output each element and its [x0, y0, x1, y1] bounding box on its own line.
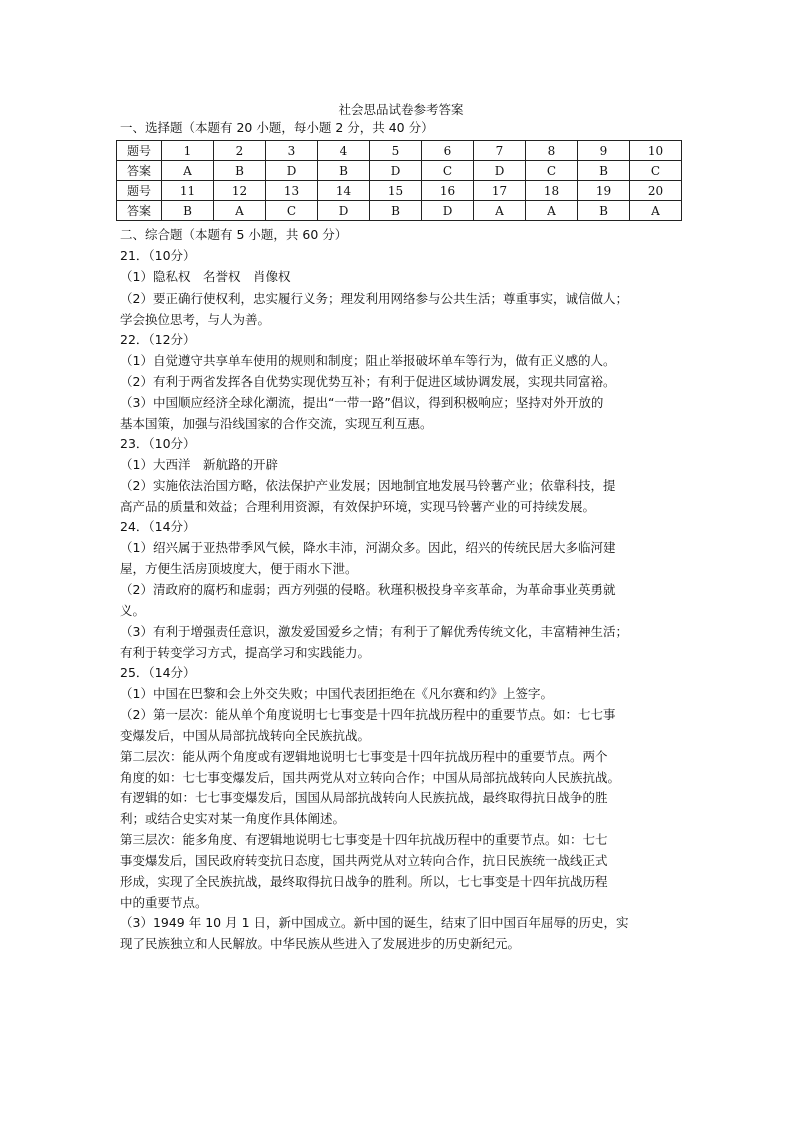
page-title: 社会思品试卷参考答案 [338, 102, 464, 117]
answer-line: （2）清政府的腐朽和虚弱；西方列强的侵略。秋瑾积极投身辛亥革命，为革命事业英勇就 [120, 582, 616, 597]
answer-table [116, 140, 682, 221]
answer-line: （1）自觉遵守共享单车使用的规则和制度；阻止举报破坏单车等行为，做有正义感的人。 [120, 353, 616, 368]
section1-heading: 一、选择题（本题有 20 小题，每小题 2 分，共 40 分） [120, 120, 434, 135]
answer-line: （2）第一层次：能从单个角度说明七七事变是十四年抗战历程中的重要节点。如：七七事 [120, 707, 616, 722]
table-cell: C [266, 201, 318, 221]
table-cell: 10 [630, 141, 682, 161]
table-cell: 3 [266, 141, 318, 161]
table-row-numbers-1 [117, 141, 682, 161]
answer-line: （1）隐私权 名誉权 肖像权 [120, 269, 291, 284]
answer-line: 学会换位思考，与人为善。 [120, 312, 271, 327]
row-label-answer: 答案 [117, 161, 162, 181]
answer-line: （2）实施依法治国方略，依法保护产业发展；因地制宜地发展马铃薯产业；依靠科技，提 [120, 478, 616, 493]
answer-line: 事变爆发后，国民政府转变抗日态度，国共两党从对立转向合作，抗日民族统一战线正式 [120, 853, 608, 868]
table-cell: 4 [318, 141, 370, 161]
table-cell: C [526, 161, 578, 181]
answer-line: 21．（10分） [120, 248, 196, 263]
table-cell: 17 [474, 181, 526, 201]
answer-line: （2）要正确行使权利，忠实履行义务；理发利用网络参与公共生活；尊重事实，诚信做人； [120, 291, 628, 306]
table-cell: 1 [162, 141, 214, 161]
table-row-numbers-2 [117, 181, 682, 201]
table-cell: D [318, 201, 370, 221]
answer-line: 角度的如：七七事变爆发后，国共两党从对立转向合作；中国从局部抗战转向人民族抗战。 [120, 770, 621, 785]
table-cell: B [578, 161, 630, 181]
answer-line: 中的重要节点。 [120, 895, 208, 910]
table-cell: B [370, 201, 422, 221]
answer-line: （1）中国在巴黎和会上外交失败；中国代表团拒绝在《凡尔赛和约》上签字。 [120, 686, 553, 701]
table-cell: 19 [578, 181, 630, 201]
answer-line: （3）有利于增强责任意识，激发爱国爱乡之情；有利于了解优秀传统文化，丰富精神生活； [120, 624, 628, 639]
table-cell: D [266, 161, 318, 181]
table-cell: 2 [214, 141, 266, 161]
answer-line: （3）1949 年 10 月 1 日，新中国成立。新中国的诞生，结束了旧中国百年屈辱的历史，实 [120, 915, 629, 930]
table-cell: 9 [578, 141, 630, 161]
answer-line: （2）有利于两省发挥各自优势实现优势互补；有利于促进区域协调发展，实现共同富裕。 [120, 374, 616, 389]
answer-line: 变爆发后，中国从局部抗战转向全民族抗战。 [120, 728, 371, 743]
table-cell: D [474, 161, 526, 181]
section2-heading: 二、综合题（本题有 5 小题，共 60 分） [120, 227, 348, 242]
table-cell: D [422, 201, 474, 221]
table-cell: A [630, 201, 682, 221]
table-cell: 11 [162, 181, 214, 201]
answer-line: 第三层次：能多角度、有逻辑地说明七七事变是十四年抗战历程中的重要节点。如：七七 [120, 832, 608, 847]
answer-line: 23．（10分） [120, 436, 196, 451]
table-cell: 8 [526, 141, 578, 161]
table-cell: 12 [214, 181, 266, 201]
answer-line: 现了民族独立和人民解放。中华民族从些进入了发展进步的历史新纪元。 [120, 936, 521, 951]
table-cell: 16 [422, 181, 474, 201]
table-cell: B [578, 201, 630, 221]
answer-line: 第二层次：能从两个角度或有逻辑地说明七七事变是十四年抗战历程中的重要节点。两个 [120, 749, 608, 764]
table-cell: B [318, 161, 370, 181]
table-row-answers-1 [117, 161, 682, 181]
table-cell: B [214, 161, 266, 181]
table-cell: 14 [318, 181, 370, 201]
table-cell: A [474, 201, 526, 221]
answer-line: 有利于转变学习方式，提高学习和实践能力。 [120, 645, 371, 660]
answer-line: （3）中国顺应经济全球化潮流，提出“一带一路”倡议，得到积极响应；坚持对外开放的 [120, 395, 604, 410]
answer-line: 义。 [120, 603, 146, 618]
table-cell: 7 [474, 141, 526, 161]
table-cell: 5 [370, 141, 422, 161]
table-cell: 20 [630, 181, 682, 201]
answer-line: 利；或结合史实对某一角度作具体阐述。 [120, 811, 346, 826]
table-cell: A [526, 201, 578, 221]
table-cell: C [630, 161, 682, 181]
table-cell: C [422, 161, 474, 181]
table-cell: 15 [370, 181, 422, 201]
row-label-number: 题号 [117, 181, 162, 201]
table-cell: 13 [266, 181, 318, 201]
table-cell: A [162, 161, 214, 181]
table-cell: A [214, 201, 266, 221]
answer-line: 基本国策，加强与沿线国家的合作交流，实现互利互惠。 [120, 416, 433, 431]
answer-line: （1）大西洋 新航路的开辟 [120, 457, 278, 472]
table-cell: B [162, 201, 214, 221]
table-row-answers-2 [117, 201, 682, 221]
answer-line: 25．（14分） [120, 665, 196, 680]
answer-line: 22．（12分） [120, 332, 196, 347]
table-cell: D [370, 161, 422, 181]
answer-line: 形成，实现了全民族抗战，最终取得抗日战争的胜利。所以，七七事变是十四年抗战历程 [120, 874, 608, 889]
table-cell: 18 [526, 181, 578, 201]
answer-line: 高产品的质量和效益；合理利用资源，有效保护环境，实现马铃薯产业的可持续发展。 [120, 499, 596, 514]
answer-line: 有逻辑的如：七七事变爆发后，国国从局部抗战转向人民族抗战，最终取得抗日战争的胜 [120, 790, 608, 805]
answer-line: 24．（14分） [120, 519, 196, 534]
row-label-answer: 答案 [117, 201, 162, 221]
row-label-number: 题号 [117, 141, 162, 161]
table-cell: 6 [422, 141, 474, 161]
answer-line: 屋，方便生活房顶坡度大，便于雨水下泄。 [120, 561, 358, 576]
answer-line: （1）绍兴属于亚热带季风气候，降水丰沛，河湖众多。因此，绍兴的传统民居大多临河建 [120, 540, 616, 555]
